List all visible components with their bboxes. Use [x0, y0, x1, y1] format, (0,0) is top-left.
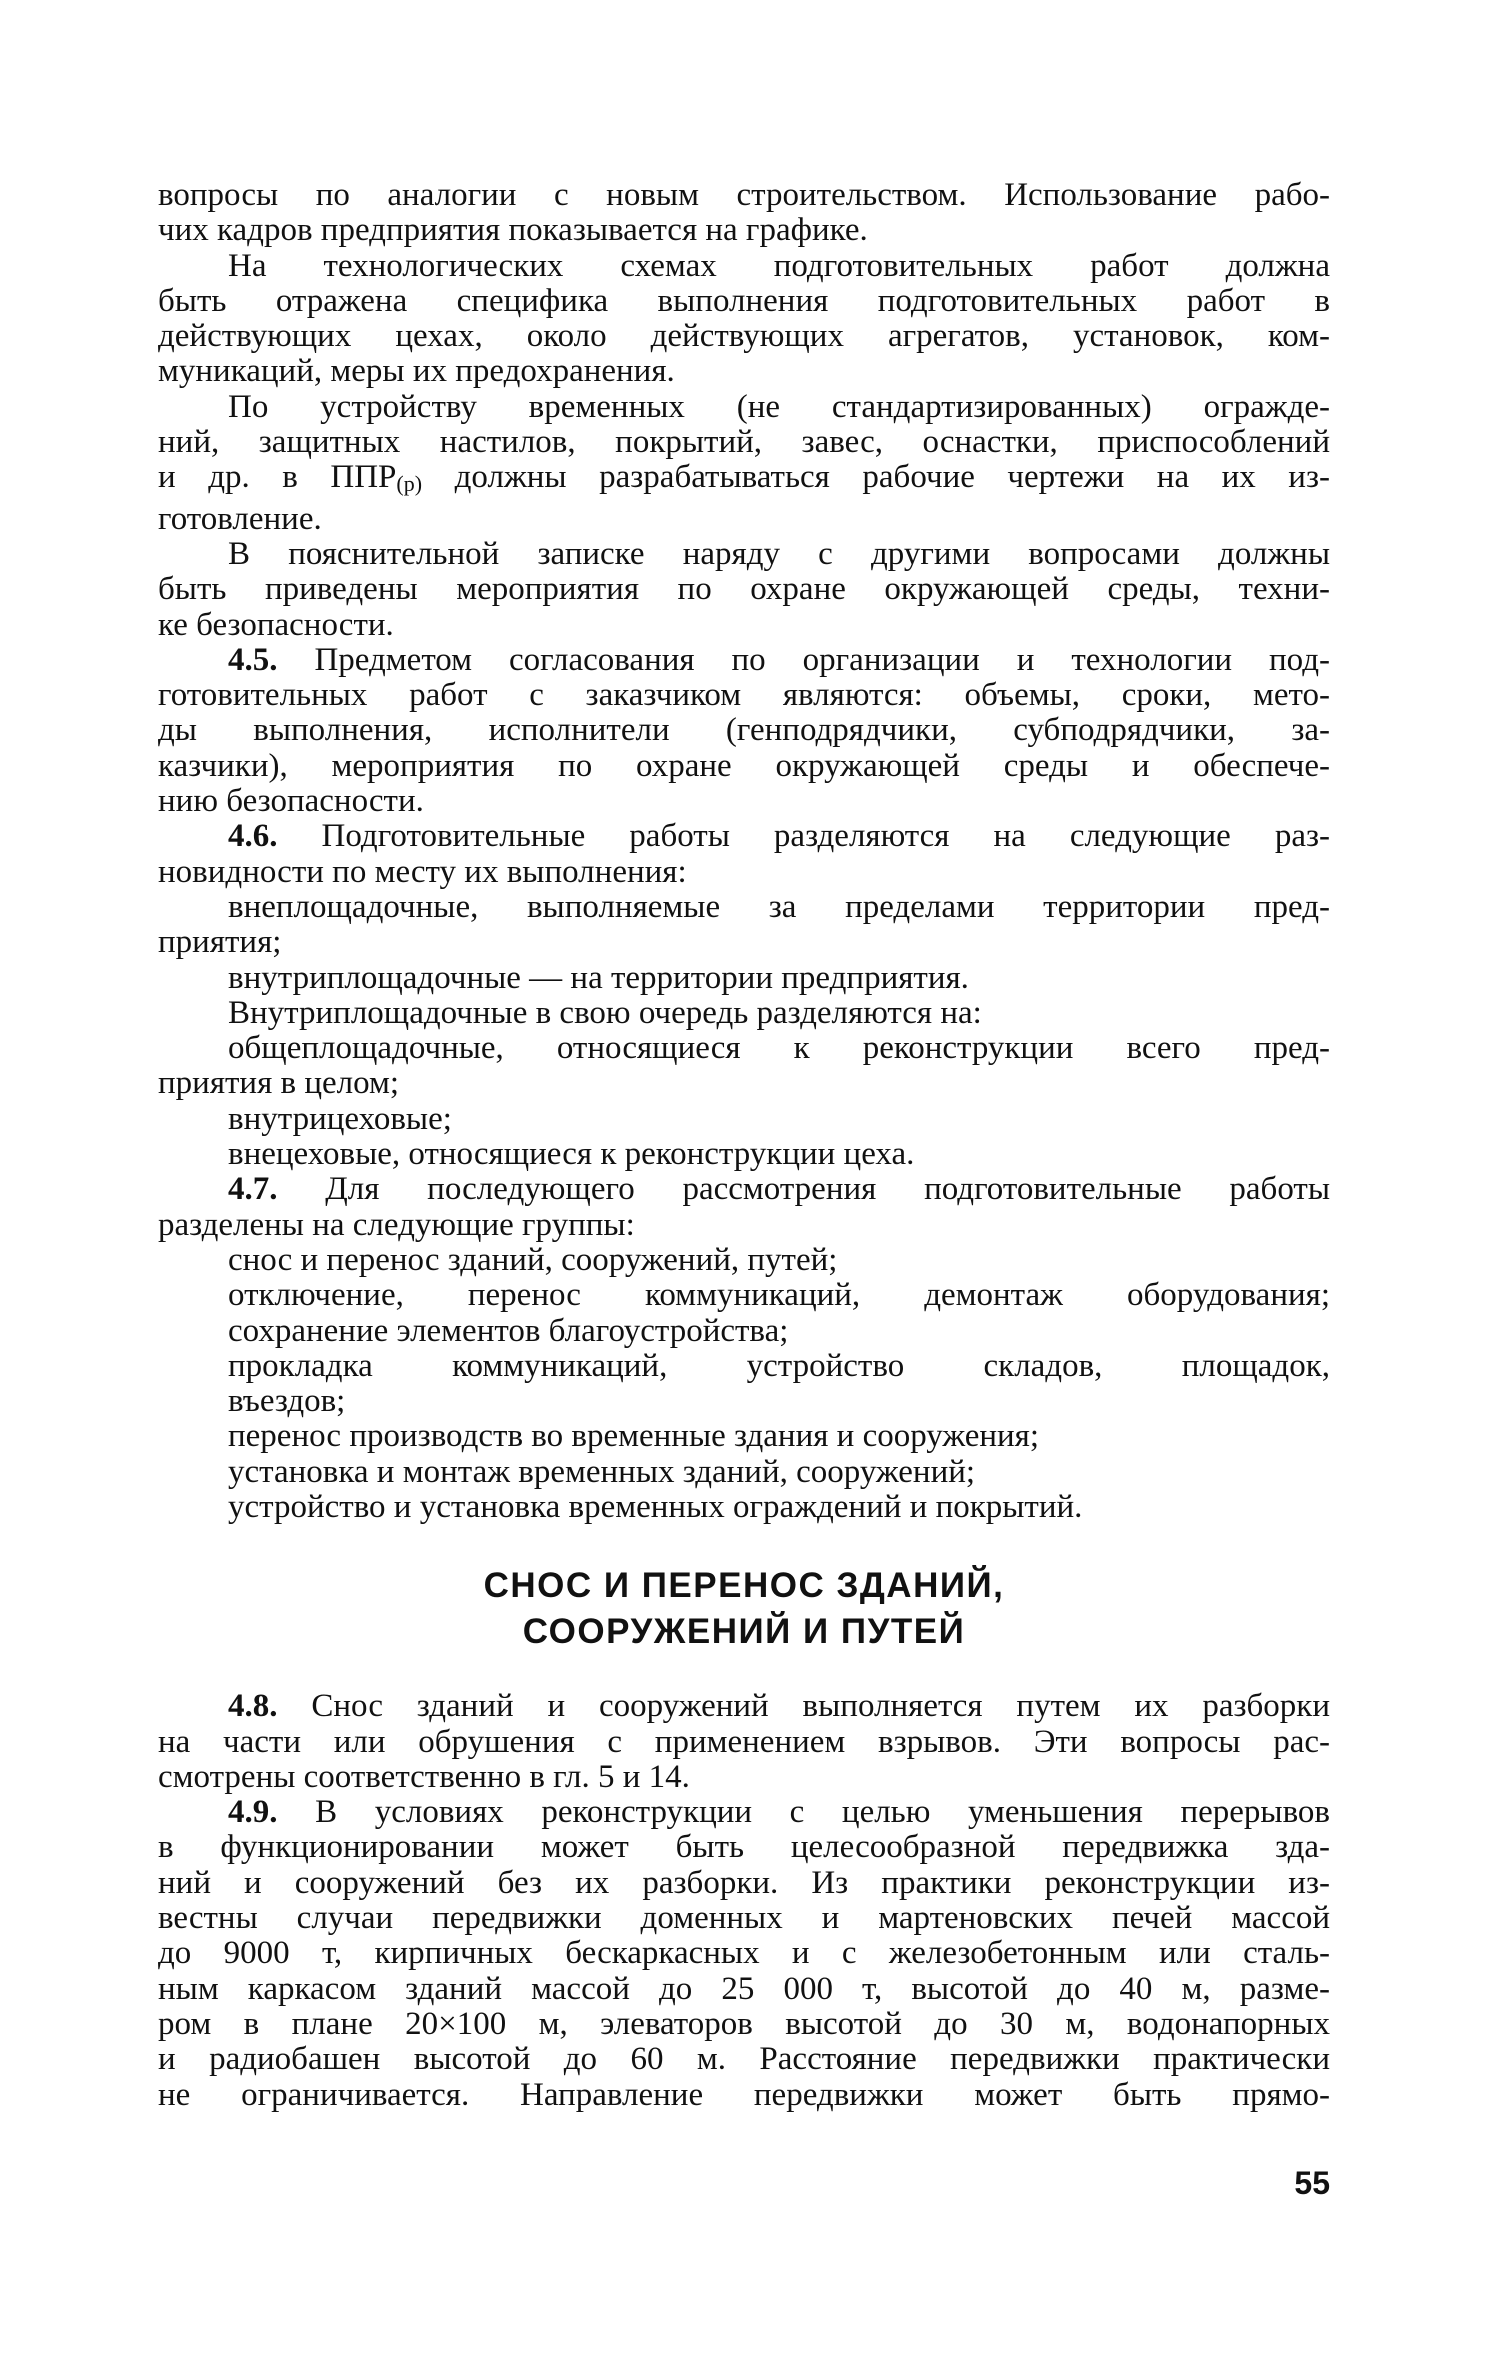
text-line: Внутриплощадочные в свою очередь разделяются на:: [228, 994, 982, 1031]
text-line: нию безопасности.: [158, 783, 424, 820]
paragraph-4-7-start: [158, 1172, 1330, 1207]
paragraph-4-8-start: [158, 1689, 1330, 1724]
text-span: Предметом согласования по организации и технологии под-: [314, 641, 1330, 678]
section-number: 4.7.: [228, 1171, 278, 1208]
text-line: до 9000 т, кирпичных бескаркасных и с железобетонным или сталь-: [158, 1935, 1330, 1972]
paragraph-4-6-start: [158, 819, 1330, 854]
text-line: ний и сооружений без их разборки. Из практики реконструкции из-: [158, 1864, 1330, 1901]
text-line-ppr: [158, 460, 1330, 501]
text-line: ром в плане 20×100 м, элеваторов высотой до 30 м, водонапорных: [158, 2005, 1330, 2042]
text-span: Подготовительные работы разделяются на следующие раз-: [321, 818, 1331, 855]
ppr-prefix: и др. в: [158, 459, 331, 496]
text-line: готовительных работ с заказчиком являются: объемы, сроки, мето-: [158, 677, 1330, 714]
text-line: чих кадров предприятия показывается на графике.: [158, 212, 868, 249]
text-line: В пояснительной записке наряду с другими вопросами должны: [228, 535, 1330, 572]
list-item: снос и перенос зданий, сооружений, путей;: [228, 1241, 838, 1278]
section-number: 4.9.: [228, 1794, 278, 1831]
text-line: ке безопасности.: [158, 606, 394, 643]
section-heading-line: СНОС И ПЕРЕНОС ЗДАНИЙ,: [483, 1566, 1005, 1606]
list-item: общеплощадочные, относящиеся к реконструкции всего пред-: [228, 1030, 1330, 1067]
list-item: внецеховые, относящиеся к реконструкции цеха.: [228, 1136, 915, 1173]
text-line: и радиобашен высотой до 60 м. Расстояние передвижки практически: [158, 2041, 1330, 2078]
text-line: въездов;: [228, 1383, 346, 1420]
ppr-suffix: [422, 459, 455, 495]
text-line: приятия в целом;: [158, 1065, 400, 1102]
text-line: ний, защитных настилов, покрытий, завес, оснастки, приспособлений: [158, 424, 1330, 461]
text-line: на части или обрушения с применением взрывов. Эти вопросы рас-: [158, 1723, 1330, 1760]
section-number: 4.5.: [228, 641, 278, 678]
text-line: казчики), мероприятия по охране окружающей среды и обеспече-: [158, 747, 1330, 784]
text-span: должны разрабатываться рабочие чертежи на их из-: [454, 459, 1330, 496]
text-line: разделены на следующие группы:: [158, 1206, 635, 1243]
page-body: [158, 178, 1330, 2113]
list-item: сохранение элементов благоустройства;: [228, 1312, 789, 1349]
text-line: На технологических схемах подготовительных работ должна: [228, 247, 1330, 284]
text-line: в функционировании может быть целесообразной передвижка зда-: [158, 1829, 1330, 1866]
section-heading: [158, 1563, 1330, 1655]
text-line: смотрены соответственно в гл. 5 и 14.: [158, 1758, 690, 1795]
text-span: Для последующего рассмотрения подготовительные работы: [325, 1171, 1330, 1208]
text-line: муникаций, меры их предохранения.: [158, 353, 675, 390]
text-line: ным каркасом зданий массой до 25 000 т, высотой до 40 м, разме-: [158, 1970, 1330, 2007]
page-number: 55: [1294, 2165, 1330, 2201]
list-item: внеплощадочные, выполняемые за пределами территории пред-: [228, 888, 1330, 925]
text-line: не ограничивается. Направление передвижки может быть прямо-: [158, 2076, 1330, 2113]
text-line: ды выполнения, исполнители (генподрядчики, субподрядчики, за-: [158, 712, 1330, 749]
text-line: действующих цехах, около действующих агрегатов, установок, ком-: [158, 318, 1330, 355]
section-heading-line: СООРУЖЕНИЙ И ПУТЕЙ: [522, 1612, 966, 1652]
section-number: 4.8.: [228, 1688, 278, 1725]
text-line: быть приведены мероприятия по охране окружающей среды, техни-: [158, 571, 1330, 608]
list-item: устройство и установка временных ограждений и покрытий.: [228, 1488, 1083, 1525]
text-line: новидности по месту их выполнения:: [158, 853, 687, 890]
list-item: отключение, перенос коммуникаций, демонтаж оборудования;: [228, 1277, 1330, 1314]
ppr-subscript: (р): [396, 471, 423, 497]
text-line: готовление.: [158, 500, 322, 537]
paragraph-4-9-start: [158, 1795, 1330, 1830]
list-item: прокладка коммуникаций, устройство складов, площадок,: [228, 1347, 1330, 1384]
text-line: приятия;: [158, 924, 282, 961]
list-item: установка и монтаж временных зданий, сооружений;: [228, 1453, 976, 1490]
text-line: По устройству временных (не стандартизированных) огражде-: [228, 388, 1330, 425]
paragraph-4-5-start: [158, 643, 1330, 678]
text-line: быть отражена специфика выполнения подготовительных работ в: [158, 282, 1330, 319]
text-line: вопросы по аналогии с новым строительством. Использование рабо-: [158, 177, 1330, 213]
ppr-abbreviation: ППР: [330, 459, 397, 496]
list-item: внутриплощадочные — на территории предприятия.: [228, 959, 969, 996]
list-item: перенос производств во временные здания и сооружения;: [228, 1418, 1040, 1455]
text-span: Снос зданий и сооружений выполняется путем их разборки: [311, 1688, 1331, 1725]
list-item: внутрицеховые;: [228, 1100, 452, 1137]
text-line: вестны случаи передвижки доменных и мартеновских печей массой: [158, 1900, 1330, 1937]
section-number: 4.6.: [228, 818, 278, 855]
text-span: В условиях реконструкции с целью уменьшения перерывов: [315, 1794, 1331, 1831]
